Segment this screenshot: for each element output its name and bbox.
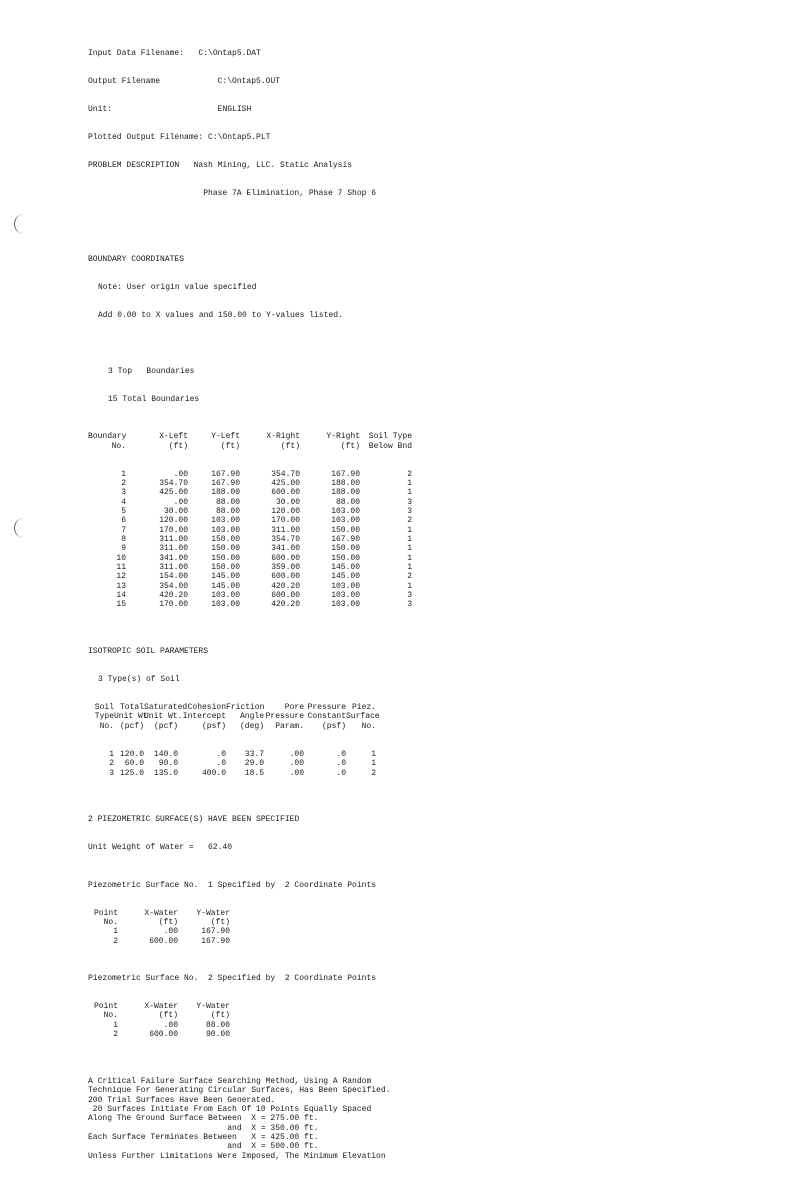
boundary-cell: 167.90	[211, 478, 240, 488]
boundary-cell: 103.00	[331, 591, 360, 600]
soil-cell: 1	[371, 759, 376, 769]
soil-header-cell: Pore	[284, 703, 304, 713]
boundary-cell: 341.00	[159, 553, 188, 563]
boundary-cell: 150.00	[211, 534, 240, 544]
piezometric-header-cell: X-Water	[144, 1002, 178, 1012]
soil-count: 3 Type(s) of Soil	[98, 675, 180, 685]
soil-header-cell: (pcf)	[119, 721, 144, 731]
boundary-cell: 2	[407, 572, 412, 582]
soil-header-cell: Unit Wt.	[114, 712, 153, 722]
boundary-cell: 1	[121, 469, 126, 479]
boundary-cell: 145.00	[331, 572, 360, 582]
boundary-cell: 1	[407, 562, 412, 572]
soil-table-header	[88, 703, 412, 731]
soil-cell: 120.0	[119, 749, 144, 759]
boundary-cell: 150.00	[331, 525, 360, 535]
boundary-cell: 5	[121, 506, 126, 516]
soil-header-cell: Total	[119, 703, 144, 713]
boundary-cell: 420.20	[271, 600, 300, 610]
search-method-line: and X = 350.00 ft.	[88, 1123, 319, 1133]
boundary-cell: 14	[116, 591, 126, 600]
piezometric-surface-table	[88, 909, 412, 946]
boundary-cell: 311.00	[159, 562, 188, 572]
soil-header-cell: Angle	[239, 712, 264, 722]
boundary-cell: 120.00	[271, 506, 300, 516]
boundary-cell: 8	[121, 534, 126, 544]
soil-header-cell: Soil	[94, 703, 114, 713]
piezometric-cell: 2	[113, 1030, 118, 1040]
soil-cell: .0	[336, 768, 346, 778]
boundary-cell: 170.00	[159, 600, 188, 610]
soil-header-cell: Constant	[307, 712, 346, 722]
boundary-cell: 1	[407, 581, 412, 591]
boundary-cell: 103.00	[331, 581, 360, 591]
boundary-cell: 2	[407, 469, 412, 479]
piezometric-header-cell: (ft)	[210, 1011, 230, 1021]
boundary-cell: 1	[407, 544, 412, 554]
boundary-cell: 600.00	[271, 553, 300, 563]
boundary-cell: 88.00	[335, 497, 360, 507]
boundary-cell: .00	[173, 497, 188, 507]
boundary-cell: 311.00	[159, 544, 188, 554]
boundary-cell: 30.00	[275, 497, 300, 507]
problem-description-cont: Phase 7A Elimination, Phase 7 Shop 6	[203, 189, 377, 199]
boundary-cell: 354.70	[159, 478, 188, 488]
boundary-cell: 3	[407, 506, 412, 516]
boundary-cell: 3	[407, 497, 412, 507]
soil-cell: 400.0	[201, 768, 226, 778]
soil-header-cell: (deg)	[239, 721, 264, 731]
header-line: Output Filename C:\Ontap5.OUT	[88, 77, 281, 87]
soil-cell: 90.0	[158, 759, 178, 769]
soil-table-body	[88, 750, 412, 778]
boundary-cell: 167.90	[331, 534, 360, 544]
boundary-table-body	[88, 470, 412, 610]
boundary-cell: 7	[121, 525, 126, 535]
boundary-cell: 12	[116, 572, 126, 582]
piezometric-header-cell: Y-Water	[196, 1002, 230, 1012]
boundary-cell: 188.00	[331, 478, 360, 488]
piezometric-header-cell: (ft)	[158, 1011, 178, 1021]
soil-header-cell: Param.	[275, 721, 304, 731]
search-method-line: Unless Further Limitations Were Imposed, The Minimum Elevation	[88, 1151, 386, 1161]
boundary-cell: 150.00	[211, 544, 240, 554]
boundary-cell: 1	[407, 553, 412, 563]
header-line: Input Data Filename: C:\Ontap5.DAT	[88, 49, 261, 59]
boundary-cell: 103.00	[211, 591, 240, 600]
soil-header-cell: Cohesion	[187, 703, 226, 713]
boundary-cell: 103.00	[211, 516, 240, 526]
soil-cell: 135.0	[153, 768, 178, 778]
soil-header-cell: Type	[94, 712, 114, 722]
piezometric-header-cell: No.	[103, 1011, 118, 1021]
punch-hole-mark	[14, 214, 29, 234]
piezometric-surface-title: Piezometric Surface No. 1 Specified by 2 Coordinate Points	[88, 880, 377, 890]
boundary-cell: 1	[407, 478, 412, 488]
piezometric-cell: .00	[163, 1020, 178, 1030]
soil-header-cell: No.	[99, 721, 114, 731]
boundary-table-header: Boundary X-Left Y-Left X-Right Y-Right Soil Type No. (ft) (ft) (ft) (ft) Below Bnd	[88, 432, 412, 451]
boundary-cell: 11	[116, 562, 126, 572]
boundary-cell: 6	[121, 516, 126, 526]
piezometric-cell: 2	[113, 936, 118, 946]
soil-cell: 125.0	[119, 768, 144, 778]
boundary-cell: 1	[407, 488, 412, 498]
soil-header-cell: Pressure	[265, 712, 304, 722]
piezometric-header-cell: Point	[93, 908, 118, 918]
boundary-cell: 103.00	[211, 525, 240, 535]
boundary-cell: 9	[121, 544, 126, 554]
boundary-total-count: 15 Total Boundaries	[108, 394, 200, 404]
boundary-cell: 420.20	[271, 581, 300, 591]
boundary-cell: 88.00	[215, 506, 240, 516]
search-method-line: and X = 500.00 ft.	[88, 1142, 319, 1152]
soil-cell: .0	[216, 759, 226, 769]
soil-cell: .0	[216, 749, 226, 759]
boundary-cell: 359.00	[271, 562, 300, 572]
piezometric-cell: 167.90	[201, 936, 230, 946]
soil-cell: 18.5	[244, 768, 264, 778]
boundary-cell: 2	[407, 516, 412, 526]
piezometric-header-cell: (ft)	[210, 918, 230, 928]
boundary-cell: 425.00	[159, 488, 188, 498]
boundary-cell: 170.00	[159, 525, 188, 535]
boundary-top-count: 3 Top Boundaries	[108, 366, 195, 376]
boundary-cell: 600.00	[271, 572, 300, 582]
boundary-cell: 150.00	[331, 553, 360, 563]
piezometric-header-cell: No.	[103, 918, 118, 928]
unit-weight-water: Unit Weight of Water = 62.40	[88, 843, 233, 853]
soil-cell: .00	[289, 749, 304, 759]
boundary-cell: 420.20	[159, 591, 188, 600]
piezometric-cell: 600.00	[149, 1030, 178, 1040]
piezometric-header-cell: Point	[93, 1002, 118, 1012]
soil-header-cell: No.	[361, 721, 376, 731]
soil-heading: ISOTROPIC SOIL PARAMETERS	[88, 647, 209, 657]
boundary-cell: 354.70	[271, 469, 300, 479]
boundary-note: Note: User origin value specified	[98, 282, 257, 292]
soil-header-cell: (psf)	[201, 721, 226, 731]
header-block	[88, 30, 412, 217]
soil-cell: .0	[336, 759, 346, 769]
search-method-text	[88, 1077, 412, 1161]
search-method-line: 200 Trial Surfaces Have Been Generated.	[88, 1095, 276, 1105]
boundary-cell: 3	[121, 488, 126, 498]
spacer	[88, 339, 412, 348]
boundary-cell: 425.00	[271, 478, 300, 488]
boundary-cell: 15	[116, 600, 126, 610]
boundary-cell: 600.00	[271, 591, 300, 600]
soil-header-cell: Intercept	[182, 712, 226, 722]
piezometric-cell: 88.00	[205, 1020, 230, 1030]
boundary-cell: 30.00	[163, 506, 188, 516]
search-method-line: A Critical Failure Surface Searching Method, Using A Random	[88, 1076, 372, 1086]
soil-header-cell: Unit Wt.	[144, 712, 183, 722]
soil-header-cell: Pressure	[307, 703, 346, 713]
problem-description: PROBLEM DESCRIPTION Nash Mining, LLC. Static Analysis	[88, 161, 353, 171]
boundary-cell: 13	[116, 581, 126, 591]
boundary-cell: 120.00	[159, 516, 188, 526]
boundary-cell: 167.90	[331, 469, 360, 479]
boundary-cell: 167.90	[211, 469, 240, 479]
boundary-cell: 150.00	[211, 553, 240, 563]
piezometric-surface-title: Piezometric Surface No. 2 Specified by 2 Coordinate Points	[88, 974, 377, 984]
boundary-cell: 145.00	[211, 572, 240, 582]
boundary-cell: 103.00	[331, 600, 360, 610]
soil-cell: 2	[371, 768, 376, 778]
boundary-cell: 103.00	[331, 506, 360, 516]
search-method-line: Each Surface Terminates Between X = 425.00 ft.	[88, 1132, 319, 1142]
piezometric-cell: .00	[163, 927, 178, 937]
boundary-cell: 354.00	[159, 581, 188, 591]
piezometric-cell: 1	[113, 1020, 118, 1030]
boundary-note: Add 0.00 to X values and 150.00 to Y-values listed.	[98, 310, 343, 320]
boundary-cell: 188.00	[331, 488, 360, 498]
boundary-cell: 341.00	[271, 544, 300, 554]
soil-header-cell: Piez.	[351, 703, 376, 713]
boundary-cell: 311.00	[159, 534, 188, 544]
search-method-line: Technique For Generating Circular Surfaces, Has Been Specified.	[88, 1086, 391, 1096]
punch-hole-mark	[14, 518, 29, 538]
boundary-cell: 1	[407, 534, 412, 544]
piezometric-header-cell: (ft)	[158, 918, 178, 928]
piezometric-header-cell: Y-Water	[196, 908, 230, 918]
soil-cell: .0	[336, 749, 346, 759]
boundary-cell: 103.00	[331, 516, 360, 526]
soil-cell: .00	[289, 759, 304, 769]
boundary-cell: 1	[407, 525, 412, 535]
printout-text	[88, 0, 412, 1180]
header-line: Unit: ENGLISH	[88, 105, 252, 115]
soil-cell: .00	[289, 768, 304, 778]
soil-header-cell: Friction	[226, 703, 265, 713]
soil-cell: 2	[109, 759, 114, 769]
piezometric-heading: 2 PIEZOMETRIC SURFACE(S) HAVE BEEN SPECIFIED	[88, 815, 300, 825]
piezometric-header-cell: X-Water	[144, 908, 178, 918]
piezometric-cell: 167.90	[201, 927, 230, 937]
boundary-cell: 600.00	[271, 488, 300, 498]
boundary-cell: 10	[116, 553, 126, 563]
boundary-cell: 145.00	[331, 562, 360, 572]
boundary-cell: 311.00	[271, 525, 300, 535]
boundary-cell: 103.00	[211, 600, 240, 610]
soil-cell: 60.0	[124, 759, 144, 769]
boundary-cell: 88.00	[215, 497, 240, 507]
soil-header-cell: Surface	[346, 712, 380, 722]
soil-cell: 3	[109, 768, 114, 778]
boundary-cell: 170.00	[271, 516, 300, 526]
boundary-cell: 354.70	[271, 534, 300, 544]
soil-cell: 1	[109, 749, 114, 759]
boundary-cell: 154.00	[159, 572, 188, 582]
boundary-cell: 4	[121, 497, 126, 507]
search-method-line: Along The Ground Surface Between X = 275.00 ft.	[88, 1114, 319, 1124]
search-method-line: 20 Surfaces Initiate From Each Of 10 Points Equally Spaced	[88, 1104, 372, 1114]
boundary-cell: 3	[407, 591, 412, 600]
soil-header-cell: (pcf)	[153, 721, 178, 731]
soil-cell: 33.7	[244, 749, 264, 759]
piezometric-cell: 1	[113, 927, 118, 937]
boundary-cell: 2	[121, 478, 126, 488]
boundary-heading: BOUNDARY COORDINATES	[88, 254, 185, 264]
boundary-cell: 3	[407, 600, 412, 610]
header-line: Plotted Output Filename: C:\Ontap5.PLT	[88, 133, 271, 143]
soil-header-cell: (psf)	[321, 721, 346, 731]
boundary-cell: .00	[173, 469, 188, 479]
soil-cell: 140.0	[153, 749, 178, 759]
soil-cell: 29.0	[244, 759, 264, 769]
boundary-cell: 150.00	[331, 544, 360, 554]
piezometric-cell: 600.00	[149, 936, 178, 946]
soil-cell: 1	[371, 749, 376, 759]
piezometric-cell: 90.00	[205, 1030, 230, 1040]
soil-header-cell: Saturated	[144, 703, 188, 713]
boundary-cell: 188.00	[211, 488, 240, 498]
piezometric-surface-table	[88, 1002, 412, 1039]
boundary-cell: 145.00	[211, 581, 240, 591]
boundary-cell: 150.00	[211, 562, 240, 572]
